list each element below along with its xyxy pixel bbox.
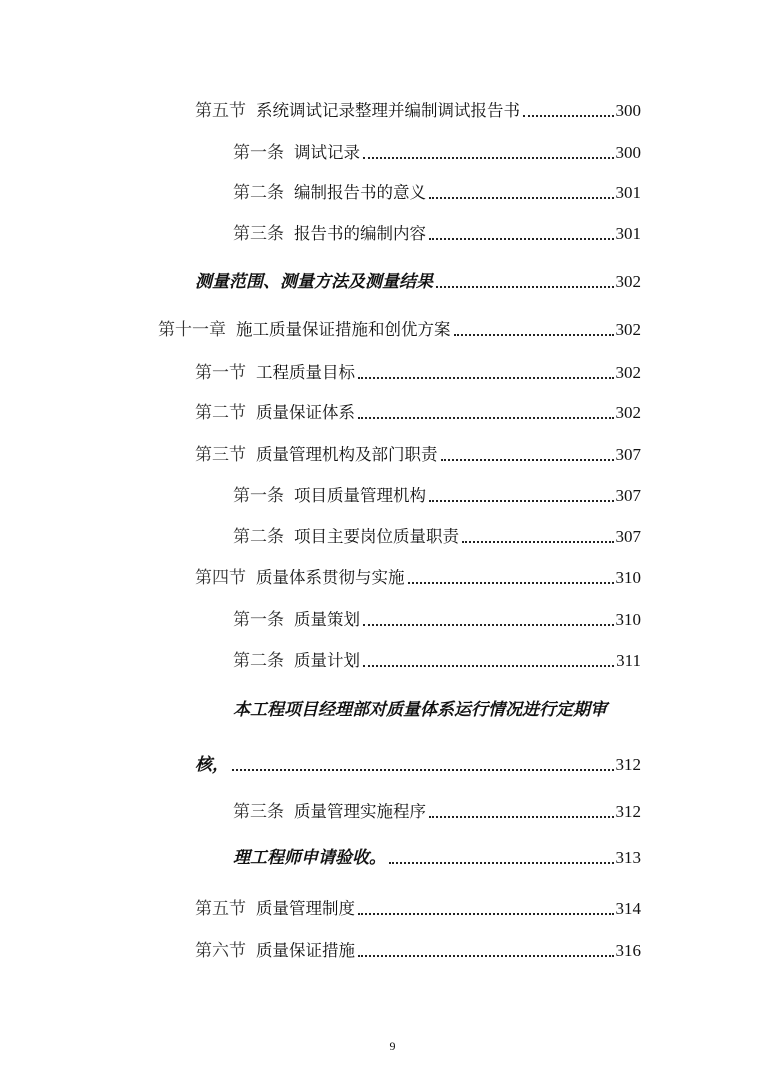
toc-entry[interactable] [233, 648, 641, 674]
dot-leader [358, 417, 614, 419]
toc-entry[interactable] [158, 317, 641, 343]
toc-entry-page: 313 [615, 848, 641, 867]
toc-entry[interactable] [233, 799, 641, 825]
dot-leader [462, 541, 614, 543]
toc-entry-title: 理工程师申请验收。 [233, 848, 386, 868]
toc-entry[interactable] [233, 845, 641, 871]
toc-entry-title: 编制报告书的意义 [294, 183, 426, 202]
toc-entry[interactable] [233, 140, 641, 166]
toc-entry-number: 第一条 [233, 486, 284, 506]
toc-entry-page: 302 [615, 320, 641, 339]
toc-entry-title: 质量管理机构及部门职责 [256, 445, 438, 464]
toc-entry-title: 项目质量管理机构 [294, 486, 426, 505]
toc-entry-title: 质量保证体系 [256, 403, 355, 422]
toc-entry-number: 第一节 [195, 363, 246, 383]
toc-entry-page: 312 [615, 802, 641, 821]
toc-entry-title: 质量管理制度 [256, 899, 355, 918]
toc-entry-number: 第三条 [233, 224, 284, 244]
toc-entry-title: 质量计划 [294, 651, 360, 670]
toc-entry-page: 307 [615, 445, 641, 464]
toc-entry-page: 302 [615, 272, 641, 291]
toc-entry[interactable] [195, 360, 641, 386]
toc-entry[interactable] [195, 565, 641, 591]
toc-entry[interactable] [233, 221, 641, 247]
toc-entry[interactable] [195, 269, 641, 295]
dot-leader [363, 157, 614, 159]
toc-entry-page: 310 [615, 610, 641, 629]
toc-entry-page: 310 [615, 568, 641, 587]
toc-entry[interactable] [233, 180, 641, 206]
dot-leader [363, 624, 614, 626]
dot-leader [358, 913, 614, 915]
toc-entry-title: 质量管理实施程序 [294, 802, 426, 821]
dot-leader [429, 500, 614, 502]
dot-leader [523, 115, 614, 117]
dot-leader [389, 862, 614, 864]
page-number: 9 [389, 1039, 396, 1053]
toc-entry[interactable] [195, 938, 641, 964]
toc-entry-title: 质量体系贯彻与实施 [256, 568, 405, 587]
toc-entry-page: 301 [615, 224, 641, 243]
toc-entry-page: 311 [616, 651, 641, 670]
toc-entry-page: 302 [615, 403, 641, 422]
dot-leader [408, 582, 614, 584]
dot-leader [363, 665, 614, 667]
toc-entry-title: 报告书的编制内容 [294, 224, 426, 243]
toc-entry[interactable] [195, 442, 641, 468]
toc-entry-number: 第五节 [195, 899, 246, 919]
toc-entry-title: 核， [195, 755, 229, 775]
toc-entry[interactable] [195, 400, 641, 426]
toc-entry-page: 302 [615, 363, 641, 382]
toc-entry[interactable] [195, 98, 641, 124]
dot-leader [232, 769, 614, 771]
toc-entry-title: 质量策划 [294, 610, 360, 629]
toc-entry-number: 第五节 [195, 101, 246, 121]
toc-entry-title: 系统调试记录整理并编制调试报告书 [256, 101, 520, 120]
toc-entry-number: 第二节 [195, 403, 246, 423]
toc-entry-title: 测量范围、测量方法及测量结果 [195, 272, 433, 292]
toc-entry[interactable] [195, 896, 641, 922]
toc-entry-title: 项目主要岗位质量职责 [294, 527, 459, 546]
toc-entry-page: 301 [615, 183, 641, 202]
toc-entry-number: 第三条 [233, 802, 284, 822]
toc-entry-title: 调试记录 [294, 143, 360, 162]
dot-leader [358, 377, 614, 379]
toc-entry-title: 质量保证措施 [256, 941, 355, 960]
toc-entry-title: 本工程项目经理部对质量体系运行情况进行定期审 [233, 700, 607, 720]
toc-entry-number: 第六节 [195, 941, 246, 961]
toc-entry-number: 第二条 [233, 527, 284, 547]
toc-entry[interactable] [233, 483, 641, 509]
toc-entry-number: 第二条 [233, 651, 284, 671]
toc-entry-page: 307 [615, 486, 641, 505]
dot-leader [429, 816, 614, 818]
toc-entry-number: 第一条 [233, 143, 284, 163]
toc-entry[interactable] [233, 524, 641, 550]
toc-entry-number: 第四节 [195, 568, 246, 588]
toc-entry-number: 第一条 [233, 610, 284, 630]
dot-leader [436, 286, 614, 288]
toc-entry-title: 施工质量保证措施和创优方案 [236, 320, 451, 339]
toc-entry-page: 300 [615, 143, 641, 162]
toc-entry-page: 316 [615, 941, 641, 960]
toc-entry[interactable] [195, 752, 641, 778]
dot-leader [429, 197, 614, 199]
toc-entry-page: 312 [615, 755, 641, 774]
dot-leader [454, 334, 614, 336]
toc-entry[interactable] [233, 607, 641, 633]
toc-entry-title: 工程质量目标 [256, 363, 355, 382]
toc-entry-page: 300 [615, 101, 641, 120]
toc-entry-page: 307 [615, 527, 641, 546]
toc-entry[interactable] [233, 697, 641, 723]
dot-leader [429, 238, 614, 240]
toc-entry-number: 第二条 [233, 183, 284, 203]
dot-leader [358, 955, 614, 957]
toc-entry-page: 314 [615, 899, 641, 918]
dot-leader [441, 459, 614, 461]
toc-entry-number: 第三节 [195, 445, 246, 465]
toc-entry-number: 第十一章 [158, 320, 226, 340]
